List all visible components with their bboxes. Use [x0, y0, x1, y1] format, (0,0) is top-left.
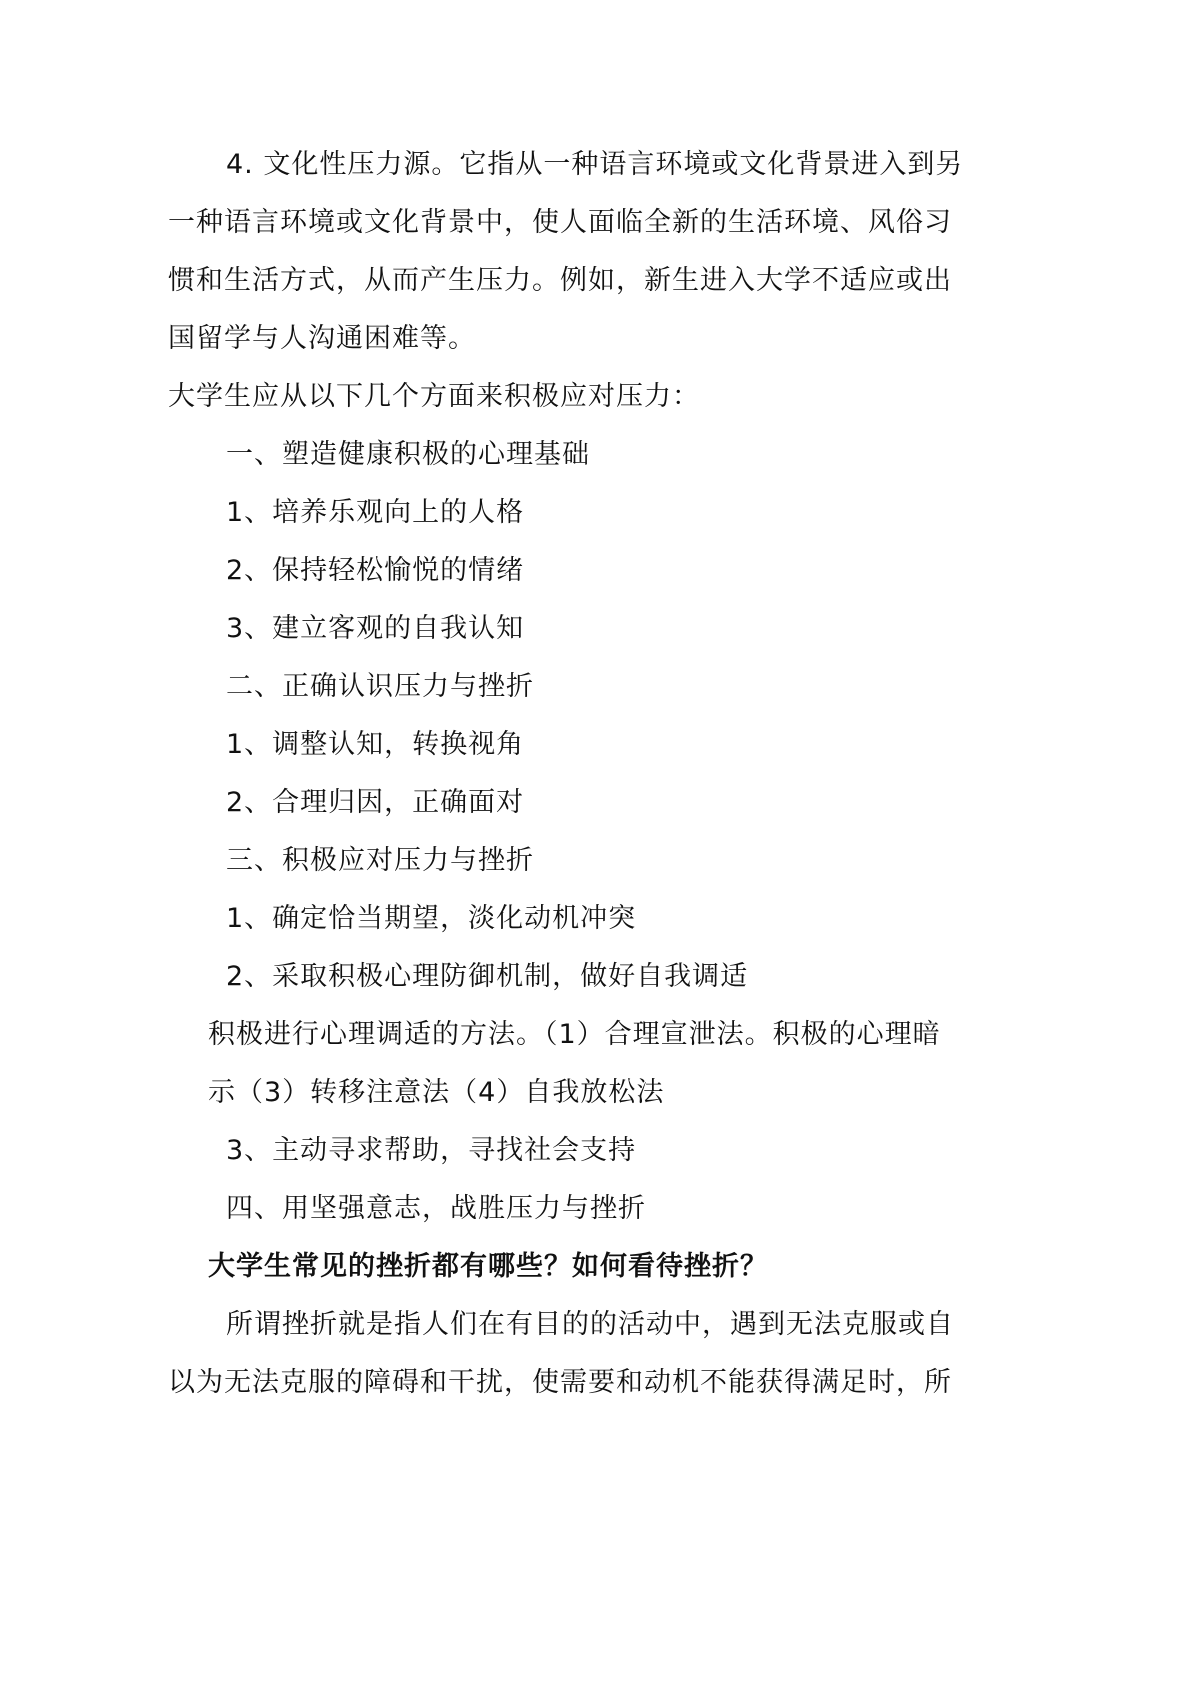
paragraph-cultural-line-2: 一种语言环境或文化背景中，使人面临全新的生活环境、风俗习 — [168, 207, 952, 238]
section1-item-3: 3、建立客观的自我认知 — [226, 613, 525, 644]
section1-item-2: 2、保持轻松愉悦的情绪 — [226, 555, 525, 586]
question-heading: 大学生常见的挫折都有哪些？如何看待挫折？ — [208, 1251, 768, 1282]
paragraph-frustration-line-2: 以为无法克服的障碍和干扰，使需要和动机不能获得满足时，所 — [168, 1367, 952, 1398]
section3-item-2: 2、采取积极心理防御机制，做好自我调适 — [226, 961, 749, 992]
section2-item-2: 2、合理归因，正确面对 — [226, 787, 525, 818]
section-heading-3: 三、积极应对压力与挫折 — [226, 845, 534, 876]
section3-item-3: 3、主动寻求帮助，寻找社会支持 — [226, 1135, 637, 1166]
paragraph-cultural-line-1: 4. 文化性压力源。它指从一种语言环境或文化背景进入到另 — [226, 149, 964, 180]
section-heading-2: 二、正确认识压力与挫折 — [226, 671, 534, 702]
section1-item-1: 1、培养乐观向上的人格 — [226, 497, 525, 528]
paragraph-cultural-line-4: 国留学与人沟通困难等。 — [168, 323, 476, 354]
section-heading-1: 一、塑造健康积极的心理基础 — [226, 439, 590, 470]
section3-methods-line-2: 示（3）转移注意法（4）自我放松法 — [208, 1077, 665, 1108]
paragraph-frustration-line-1: 所谓挫折就是指人们在有目的的活动中，遇到无法克服或自 — [226, 1309, 954, 1340]
paragraph-cultural-line-3: 惯和生活方式，从而产生压力。例如，新生进入大学不适应或出 — [168, 265, 952, 296]
section3-item-1: 1、确定恰当期望，淡化动机冲突 — [226, 903, 637, 934]
section-heading-4: 四、用坚强意志，战胜压力与挫折 — [226, 1193, 646, 1224]
section2-item-1: 1、调整认知，转换视角 — [226, 729, 525, 760]
section3-methods-line-1: 积极进行心理调适的方法。（1）合理宣泄法。积极的心理暗 — [208, 1019, 941, 1050]
coping-intro: 大学生应从以下几个方面来积极应对压力： — [168, 381, 700, 412]
